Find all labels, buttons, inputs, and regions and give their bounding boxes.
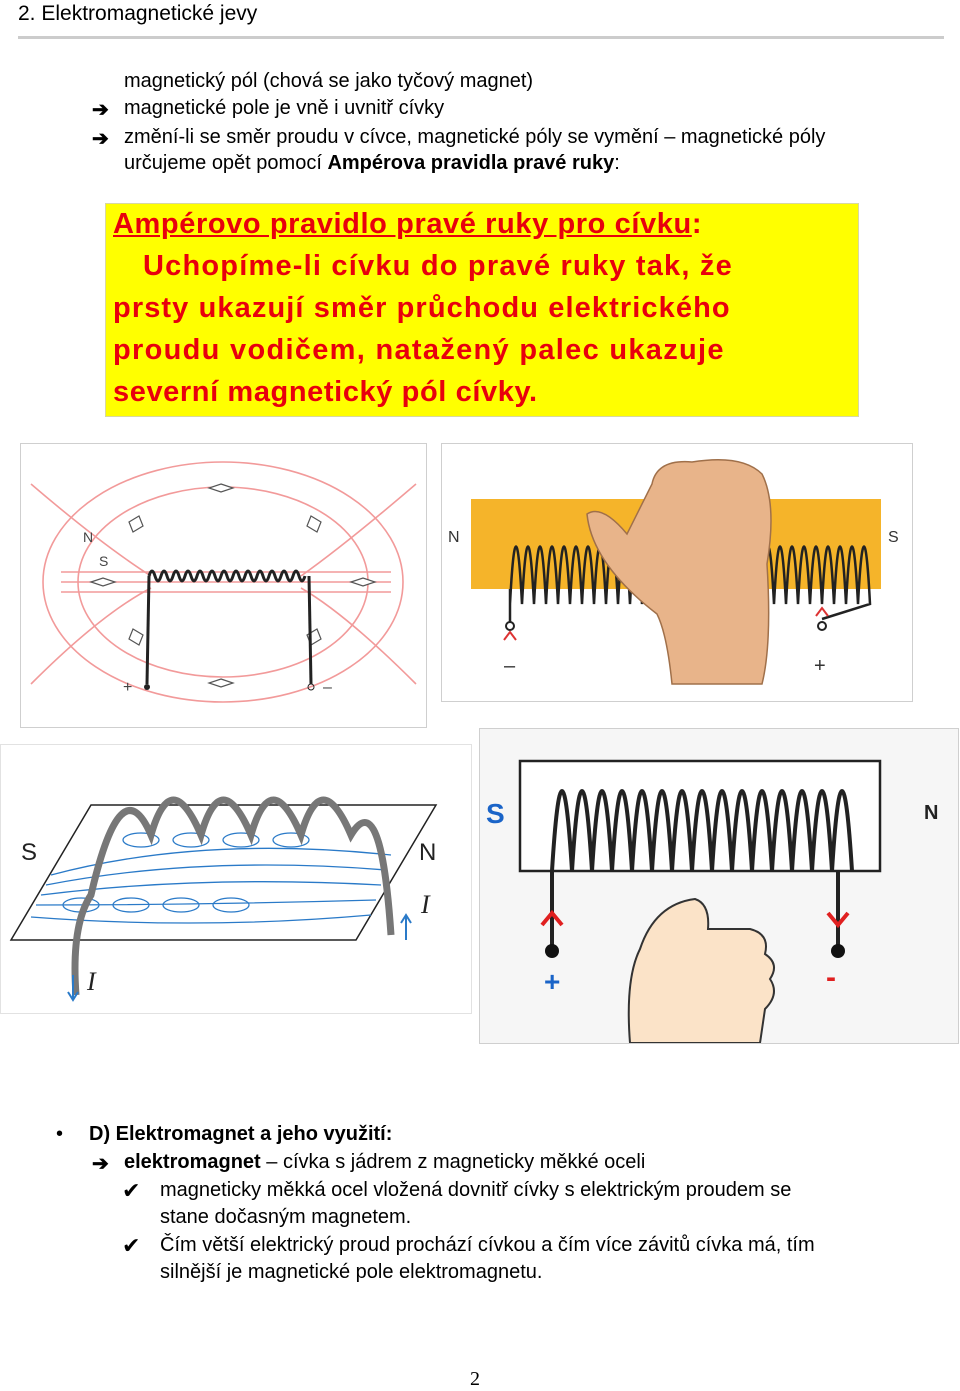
arrow-right-icon: ➔: [92, 1153, 109, 1175]
fig4-s-label: S: [486, 798, 505, 829]
hand-grip-coil-figure: [441, 443, 913, 702]
check-1-line-1: magneticky měkká ocel vložená dovnitř cívky s elektrickým proudem se: [160, 1179, 792, 1201]
check-icon: ✔: [122, 1178, 141, 1203]
rule-title: [113, 208, 702, 241]
electromagnet-term: elektromagnet: [124, 1151, 261, 1173]
intro-line: magnetický pól (chová se jako tyčový magnet): [124, 70, 534, 92]
rule-line-1: Uchopíme-li cívku do pravé ruky tak, že: [143, 250, 733, 282]
electromagnet-description: – cívka s jádrem z magneticky měkké oceli: [260, 1151, 646, 1173]
intro-bullet-1: magnetické pole je vně i uvnitř cívky: [124, 97, 445, 119]
fig2-plus-label: +: [814, 655, 826, 677]
page-header-title: 2. Elektromagnetické jevy: [18, 2, 258, 25]
rule-line-3: proudu vodičem, natažený palec ukazuje: [113, 334, 725, 366]
rule-line-2: prsty ukazují směr průchodu elektrického: [113, 292, 731, 324]
intro-bullet-2-line-2: [124, 152, 620, 175]
arrow-right-icon: ➔: [92, 128, 109, 150]
intro-text: určujeme opět pomocí: [124, 152, 328, 174]
check-icon: ✔: [122, 1233, 141, 1258]
fig1-plus-label: +: [123, 679, 133, 696]
fig4-plus-label: +: [544, 966, 561, 997]
ampere-rule-term: Ampérova pravidla pravé ruky: [327, 152, 615, 174]
fig3-s-label: S: [21, 839, 38, 866]
check-2-line-2: silnější je magnetické pole elektromagnetu.: [160, 1261, 543, 1283]
fig1-s-label: S: [99, 553, 109, 569]
fig1-minus-label: –: [323, 679, 332, 696]
page-number: 2: [470, 1368, 480, 1390]
intro-colon: :: [614, 152, 620, 174]
hand-illustration: [587, 460, 771, 684]
rule-line-4: severní magnetický pól cívky.: [113, 376, 538, 408]
rule-title-colon: :: [691, 208, 703, 240]
fig3-i-left-label: I: [87, 967, 96, 996]
ampere-rule-box: [105, 203, 859, 417]
coil-plate-field-figure: [0, 744, 472, 1014]
fig2-minus-label: –: [504, 655, 516, 677]
check-2-line-1: Čím větší elektrický proud prochází cívkou a čím více závitů cívka má, tím: [160, 1234, 815, 1256]
fig3-i-right-label: I: [421, 890, 430, 919]
thumb-illustration: [629, 899, 774, 1043]
fig2-s-label: S: [888, 529, 899, 546]
arrow-right-icon: ➔: [92, 99, 109, 121]
fig4-minus-label: -: [826, 961, 836, 994]
intro-bullet-2-line-1: změní-li se směr proudu v cívce, magnetické póly se vymění – magnetické póly: [124, 126, 826, 148]
coil-field-lines-figure: [20, 443, 427, 728]
fig2-n-label: N: [448, 529, 460, 546]
section-d-bullet: •: [56, 1123, 64, 1145]
header-divider: [18, 36, 944, 39]
fig3-n-label: N: [419, 839, 437, 866]
thumb-coil-figure: [479, 728, 959, 1044]
fig1-n-label: N: [83, 529, 94, 545]
check-1-line-2: stane dočasným magnetem.: [160, 1206, 412, 1228]
section-d-heading: D) Elektromagnet a jeho využití:: [89, 1123, 393, 1145]
fig4-n-label: N: [924, 802, 939, 824]
electromagnet-definition: [124, 1151, 645, 1174]
rule-title-text: Ampérovo pravidlo pravé ruky pro cívku: [113, 208, 692, 240]
